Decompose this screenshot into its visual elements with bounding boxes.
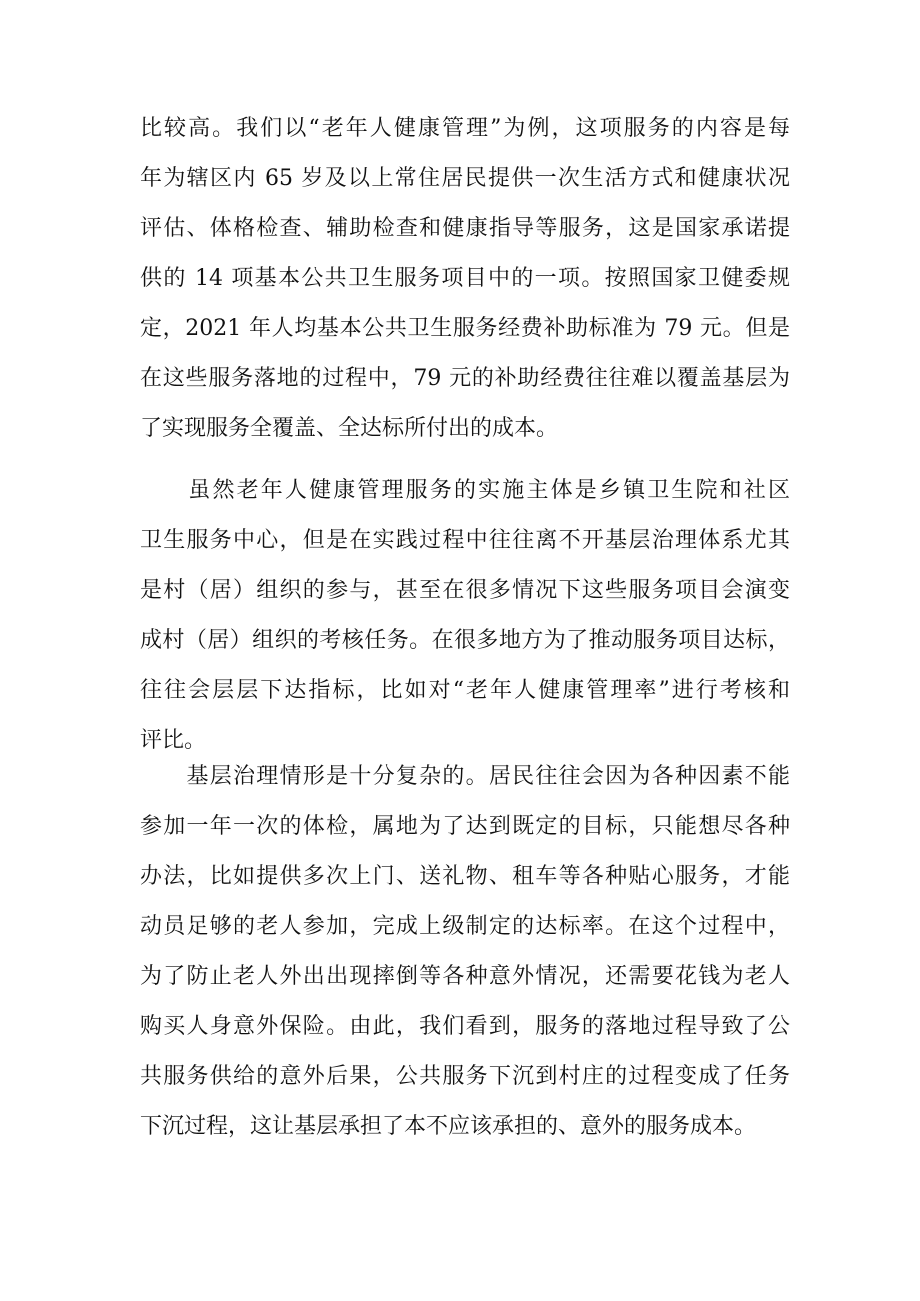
paragraph-line: 年为辖区内 65 岁及以上常住居民提供一次生活方式和健康状况	[140, 166, 790, 191]
paragraph-line: 动员足够的老人参加，完成上级制定的达标率。在这个过程中，	[140, 914, 790, 939]
paragraph-line: 为了防止老人外出出现摔倒等各种意外情况，还需要花钱为老人	[140, 964, 790, 989]
paragraph-line: 办法，比如提供多次上门、送礼物、租车等各种贴心服务，才能	[140, 864, 790, 889]
paragraph-2	[140, 466, 790, 766]
paragraph-line: 在这些服务落地的过程中，79 元的补助经费往往难以覆盖基层为	[140, 366, 790, 391]
paragraph-line: 往往会层层下达指标，比如对“老年人健康管理率”进行考核和	[140, 678, 790, 703]
paragraph-line: 比较高。我们以“老年人健康管理”为例，这项服务的内容是每	[140, 116, 790, 141]
paragraph-line: 供的 14 项基本公共卫生服务项目中的一项。按照国家卫健委规	[140, 266, 790, 291]
paragraph-line: 了实现服务全覆盖、全达标所付出的成本。	[140, 416, 559, 441]
paragraph-line: 下沉过程，这让基层承担了本不应该承担的、意外的服务成本。	[140, 1114, 757, 1139]
paragraph-line: 评估、体格检查、辅助检查和健康指导等服务，这是国家承诺提	[140, 216, 790, 241]
paragraph-3	[140, 752, 790, 1152]
paragraph-line: 虽然老年人健康管理服务的实施主体是乡镇卫生院和社区	[140, 478, 790, 503]
paragraph-1	[140, 104, 790, 454]
paragraph-line: 评比。	[140, 728, 207, 753]
paragraph-line: 基层治理情形是十分复杂的。居民往往会因为各种因素不能	[140, 764, 790, 789]
paragraph-line: 定，2021 年人均基本公共卫生服务经费补助标准为 79 元。但是	[140, 316, 790, 341]
paragraph-line: 是村（居）组织的参与，甚至在很多情况下这些服务项目会演变	[140, 578, 790, 603]
paragraph-line: 购买人身意外保险。由此，我们看到，服务的落地过程导致了公	[140, 1014, 790, 1039]
paragraph-line: 成村（居）组织的考核任务。在很多地方为了推动服务项目达标，	[140, 628, 790, 653]
paragraph-line: 参加一年一次的体检，属地为了达到既定的目标，只能想尽各种	[140, 814, 790, 839]
paragraph-line: 共服务供给的意外后果，公共服务下沉到村庄的过程变成了任务	[140, 1064, 790, 1089]
paragraph-line: 卫生服务中心，但是在实践过程中往往离不开基层治理体系尤其	[140, 528, 790, 553]
